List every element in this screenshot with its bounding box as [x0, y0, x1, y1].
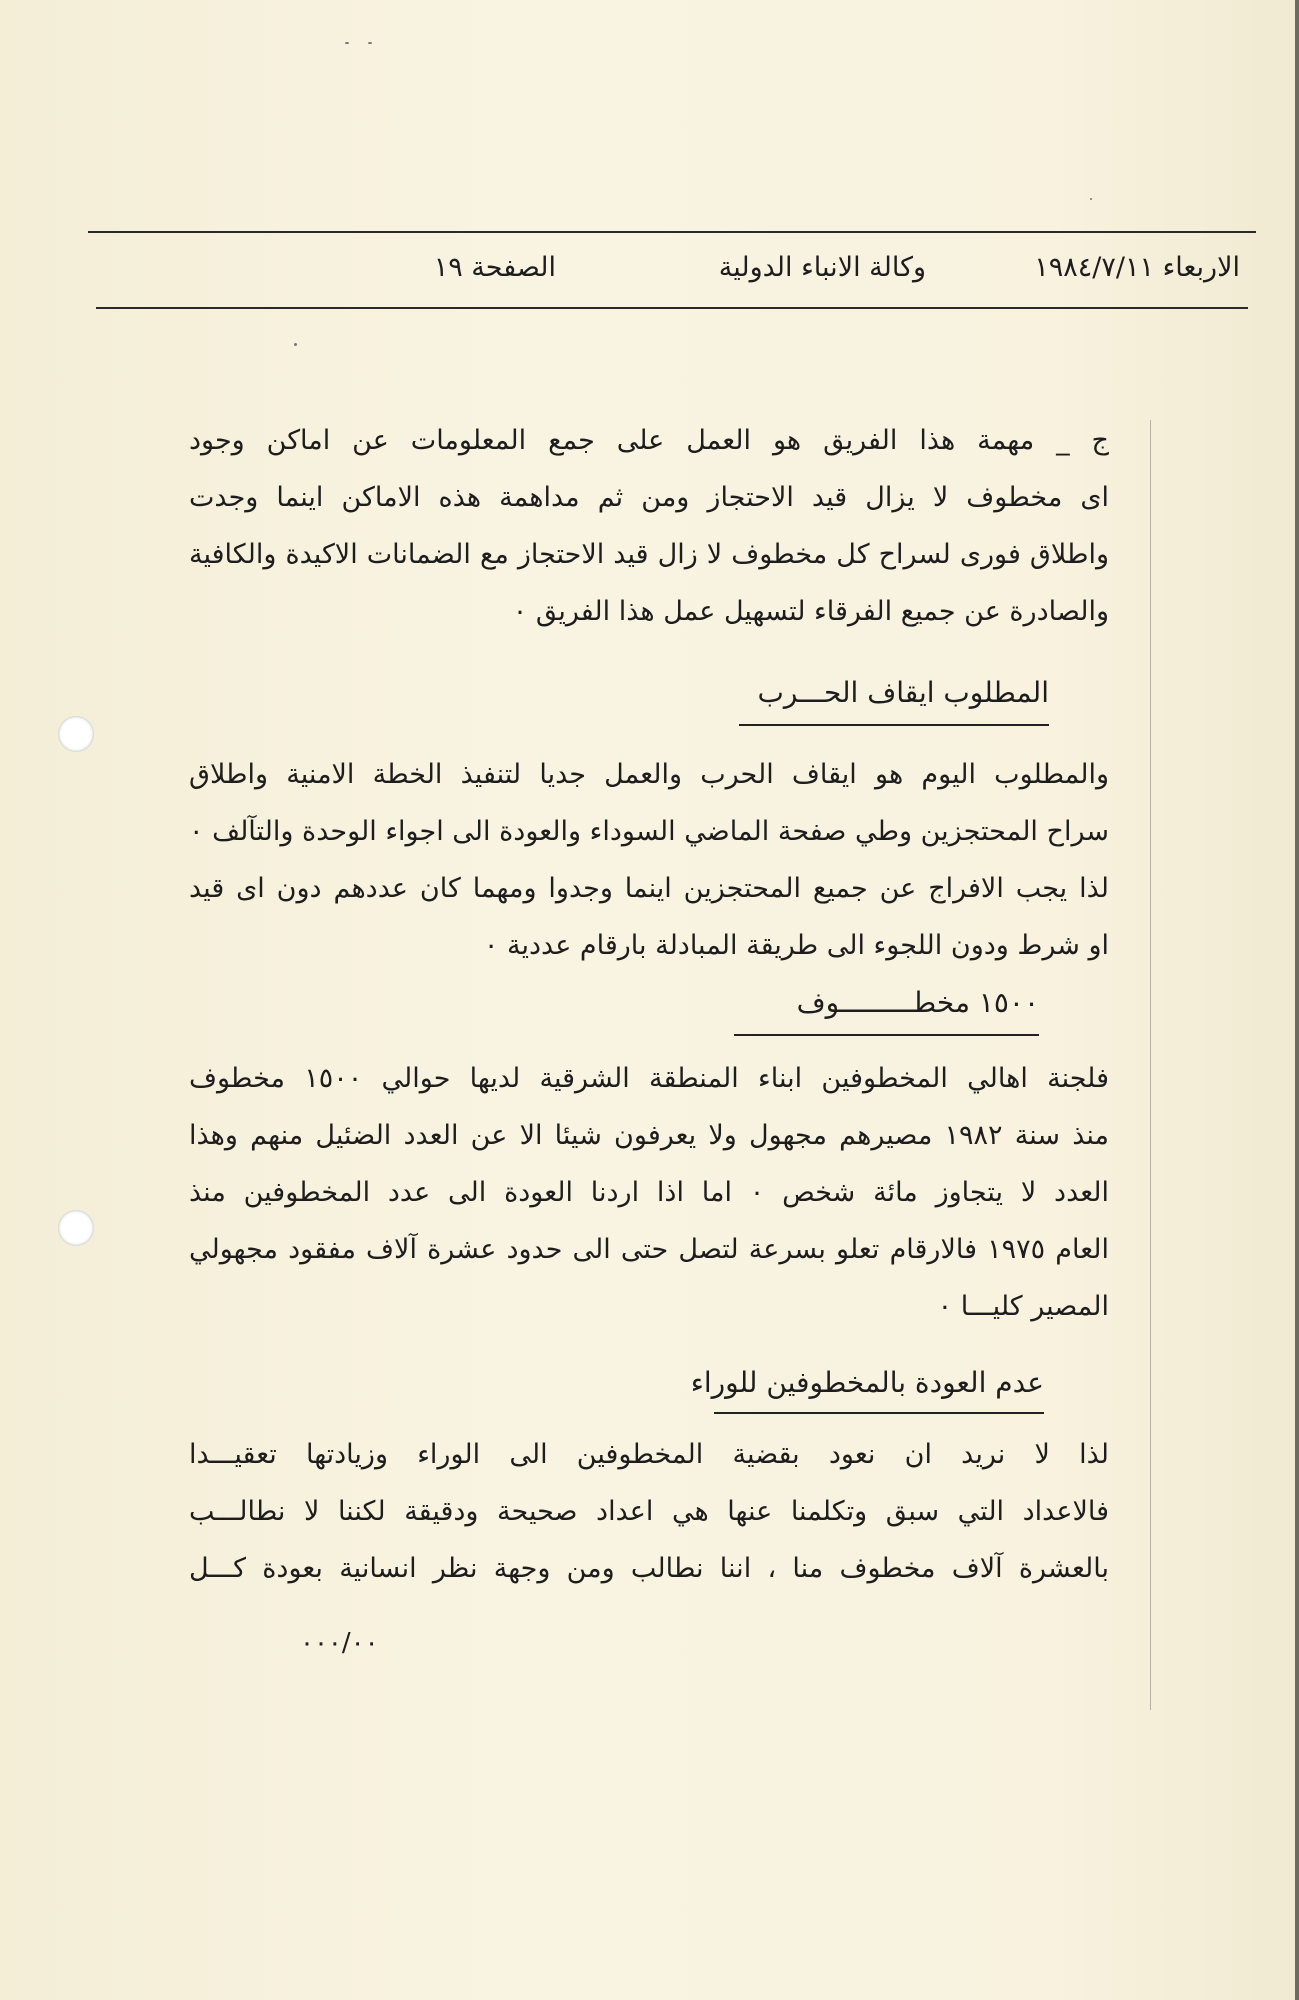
text-line: فالاعداد التي سبق وتكلمنا عنها هي اعداد صحيحة ودقيقة لكننا لا نطالـــب: [189, 1496, 1109, 1527]
text-line: والمطلوب اليوم هو ايقاف الحرب والعمل جديا لتنفيذ الخطة الامنية واطلاق: [189, 759, 1109, 790]
text-line: او شرط ودون اللجوء الى طريقة المبادلة بارقام عددية ٠: [483, 930, 1109, 961]
heading-stop-war: [758, 676, 1049, 709]
heading-underline: [734, 1034, 1039, 1036]
text-line: فلجنة اهالي المخطوفين ابناء المنطقة الشرقية لديها حوالي ١٥٠٠ مخطوف: [189, 1063, 1109, 1094]
page-header: [88, 242, 1256, 296]
heading-text: عدم العودة بالمخطوفين للوراء: [690, 1366, 1044, 1399]
heading-text: ١٥٠٠ مخطـــــــــوف: [796, 986, 1039, 1019]
header-bottom-rule: [96, 307, 1248, 309]
text-line: واطلاق فورى لسراح كل مخطوف لا زال قيد الاحتجاز مع الضمانات الاكيدة والكافية: [189, 539, 1109, 570]
page-edge: [1295, 0, 1299, 2000]
text-line: بالعشرة آلاف مخطوف منا ، اننا نطالب ومن وجهة نظر انسانية بعودة كـــل: [189, 1553, 1109, 1584]
header-top-rule: [88, 231, 1256, 233]
heading-text: المطلوب ايقاف الحـــرب: [757, 676, 1049, 709]
header-page-number: الصفحة ١٩: [433, 252, 556, 283]
paragraph-team-mission: [189, 412, 1109, 640]
header-date: الاربعاء ١٩٨٤/٧/١١: [1034, 252, 1240, 283]
text-line: لذا لا نريد ان نعود بقضية المخطوفين الى الوراء وزيادتها تعقيـــدا: [189, 1439, 1109, 1470]
text-line: سراح المحتجزين وطي صفحة الماضي السوداء والعودة الى اجواء الوحدة والتآلف ٠: [189, 816, 1109, 847]
header-agency: وكالة الانباء الدولية: [718, 252, 926, 283]
heading-underline: [739, 724, 1049, 726]
text-line: والصادرة عن جميع الفرقاء لتسهيل عمل هذا الفريق ٠: [512, 596, 1109, 627]
text-line: منذ سنة ١٩٨٢ مصيرهم مجهول ولا يعرفون شيئا الا عن العدد الضئيل منهم وهذا: [189, 1120, 1109, 1151]
text-line: اى مخطوف لا يزال قيد الاحتجاز ومن ثم مداهمة هذه الاماكن اينما وجدت: [189, 482, 1109, 513]
margin-line: [1150, 420, 1151, 1710]
paragraph-stop-war: [189, 746, 1109, 974]
heading-underline: [714, 1412, 1044, 1414]
paper-speck: [345, 42, 349, 44]
text-line: العدد لا يتجاوز مائة شخص ٠ اما اذا اردنا العودة الى عدد المخطوفين منذ: [189, 1177, 1109, 1208]
text-line: ج _ مهمة هذا الفريق هو العمل على جمع المعلومات عن اماكن وجود: [189, 425, 1109, 456]
paragraph-no-going-back: [189, 1426, 1109, 1597]
paper-speck: [1090, 198, 1092, 200]
punch-hole: [58, 716, 94, 752]
continuation-mark: ٠٠٠/٠٠: [300, 1628, 379, 1658]
punch-hole: [58, 1210, 94, 1246]
paragraph-kidnapped-count: [189, 1050, 1109, 1335]
paper-speck: [294, 343, 297, 346]
paper-speck: [368, 42, 372, 44]
text-line: العام ١٩٧٥ فالارقام تعلو بسرعة لتصل حتى الى حدود عشرة آلاف مفقود مجهولي: [189, 1234, 1109, 1265]
text-line: المصير كليـــا ٠: [937, 1291, 1109, 1322]
text-line: لذا يجب الافراج عن جميع المحتجزين اينما وجدوا ومهما كان عددهم دون اى قيد: [189, 873, 1109, 904]
heading-no-going-back: [691, 1366, 1044, 1399]
heading-1500-kidnapped: [797, 986, 1039, 1019]
